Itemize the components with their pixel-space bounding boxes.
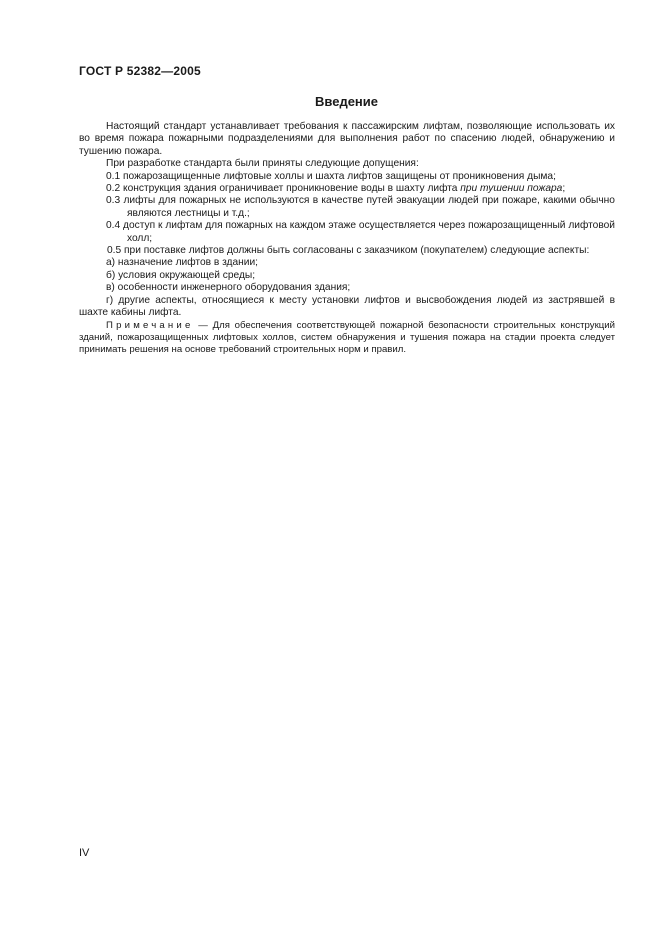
intro-paragraph: Настоящий стандарт устанавливает требования к пассажирским лифтам, позволяющие использовать их во время пожара пожарными подразделениями для выполнения работ по спасению людей, обнаружению и тушению пожара. bbox=[79, 121, 615, 157]
aspect-item bbox=[79, 257, 615, 269]
aspect-text: условия окружающей среды; bbox=[118, 269, 256, 281]
assumption-number: 0.4 bbox=[106, 220, 121, 232]
assumption-text: конструкция здания ограничивает проникновение воды в шахту лифта bbox=[123, 183, 461, 195]
assumption-text: доступ к лифтам для пожарных на каждом этаже осуществляется через пожарозащищенный лифтовой холл; bbox=[123, 220, 615, 244]
note-text: Для обеспечения соответствующей пожарной безопасности строительных конструкций зданий, пожарозащищенных лифтовых холлов, систем обнаружения и тушения пожара на стадии проекта следует принимать решения на основе требований строительных норм и правил. bbox=[79, 319, 615, 355]
document-code: ГОСТ Р 52382—2005 bbox=[79, 64, 201, 78]
assumption-text: пожарозащищенные лифтовые холлы и шахта лифтов защищены от проникновения дыма; bbox=[123, 170, 556, 182]
page-number: IV bbox=[79, 847, 90, 859]
assumption-item bbox=[79, 171, 615, 183]
aspect-text: особенности инженерного оборудования здания; bbox=[117, 282, 351, 294]
assumption-number: 0.3 bbox=[106, 195, 121, 207]
assumptions-lead: При разработке стандарта были приняты следующие допущения: bbox=[106, 158, 419, 170]
assumption-number: 0.5 bbox=[107, 245, 122, 257]
assumption-item bbox=[79, 220, 615, 245]
assumption-item bbox=[79, 195, 615, 220]
note-dash: — bbox=[193, 319, 213, 331]
aspect-item bbox=[79, 270, 615, 282]
aspect-item bbox=[79, 282, 615, 294]
section-title: Введение bbox=[315, 94, 378, 109]
aspect-item bbox=[79, 295, 615, 320]
aspect-text: другие аспекты, относящиеся к месту установки лифтов и высвобождения людей из застрявшей в шахте кабины лифта. bbox=[79, 294, 615, 319]
assumption-item bbox=[79, 183, 615, 195]
note-paragraph bbox=[79, 320, 615, 357]
assumption-number: 0.2 bbox=[106, 183, 121, 195]
assumption-emphasis: при тушении пожара bbox=[460, 183, 563, 195]
note-label: Примечание bbox=[106, 319, 194, 331]
assumption-text: лифты для пожарных не используются в качестве путей эвакуации людей при пожаре, какими обычно являются лестницы и т.д.; bbox=[123, 195, 615, 219]
aspect-letter: г) bbox=[106, 294, 114, 306]
aspect-letter: а) bbox=[106, 257, 116, 269]
assumption-text: при поставке лифтов должны быть согласованы с заказчиком (покупателем) следующие аспекты: bbox=[124, 245, 590, 257]
aspect-letter: в) bbox=[106, 282, 115, 294]
assumption-item bbox=[79, 245, 615, 257]
aspect-text: назначение лифтов в здании; bbox=[117, 257, 258, 269]
assumption-number: 0.1 bbox=[106, 170, 121, 182]
aspect-letter: б) bbox=[106, 269, 116, 281]
assumption-tail: ; bbox=[562, 183, 566, 195]
body-text bbox=[79, 121, 615, 356]
